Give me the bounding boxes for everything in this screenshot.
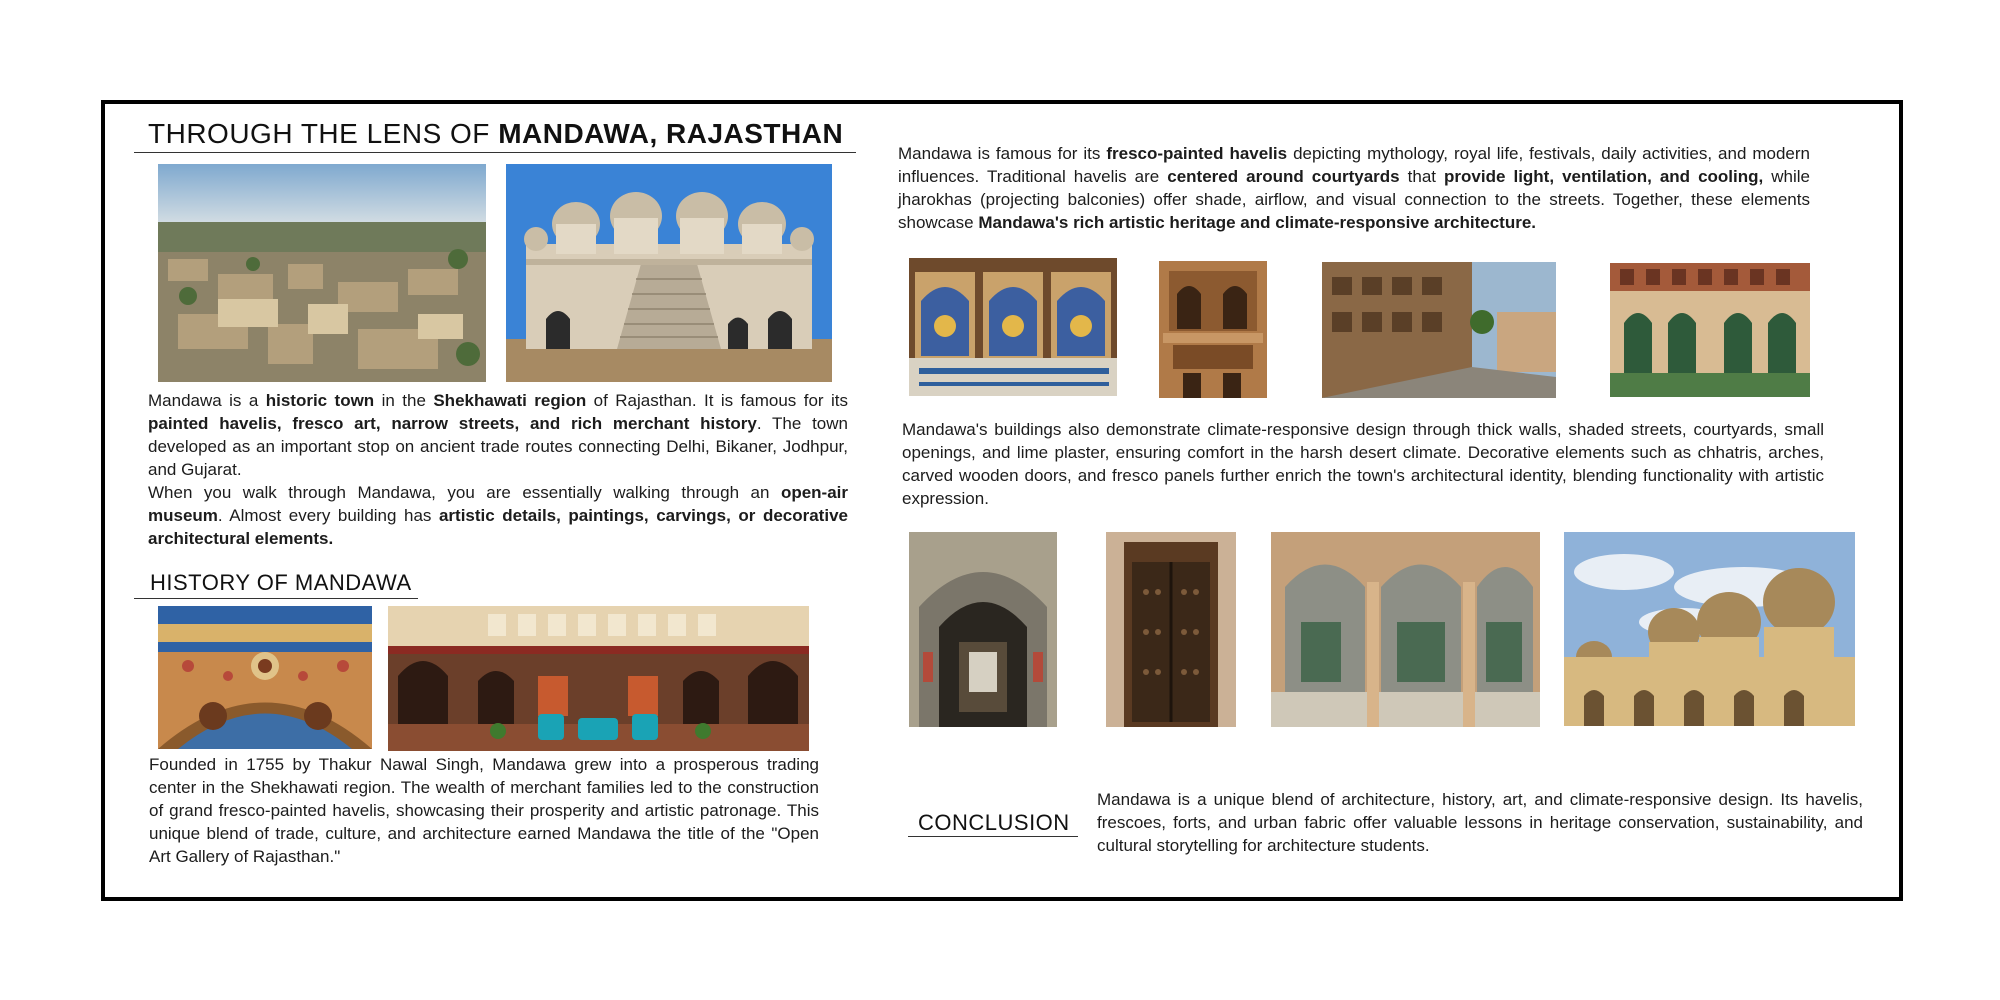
title-underline [134, 152, 856, 153]
conclusion-paragraph [1097, 788, 1863, 857]
emphasis-text: fresco-painted havelis [1106, 144, 1288, 163]
body-text: Mandawa is famous for its [898, 144, 1107, 163]
emphasis-text: open-air museum [148, 483, 848, 525]
emphasis-text: Shekhawati region [433, 391, 587, 410]
body-text: while jharokhas (projecting balconies) offer shade, airflow, and visual connection to the streets. Together, these elements showcase [898, 167, 1810, 232]
body-text: Mandawa is a unique blend of architecture, history, art, and climate-responsive design. Its havelis, frescoes, forts, and urban fabric offer valuable lessons in heritage conservation, sustainability, and cultural storytelling for architecture students. [1097, 790, 1863, 855]
body-text: in the [374, 391, 434, 410]
photo-wooden-door [1106, 532, 1236, 727]
intro-paragraph-1 [148, 389, 848, 481]
emphasis-text: artistic details, paintings, carvings, or decorative architectural elements. [148, 506, 848, 548]
emphasis-text: Mandawa's rich artistic heritage and climate-responsive architecture. [978, 213, 1537, 232]
title-emphasis: MANDAWA, RAJASTHAN [498, 118, 844, 149]
history-heading-underline [134, 598, 418, 599]
photo-painted-ceiling [158, 606, 372, 749]
poster-title [148, 118, 843, 150]
photo-aerial-town [158, 164, 486, 382]
body-text: . Almost every building has [217, 506, 439, 525]
history-heading: HISTORY OF MANDAWA [150, 570, 412, 595]
photo-street-havelis [1322, 262, 1556, 398]
photo-chhatri-domes [1564, 532, 1855, 726]
history-paragraph [149, 753, 819, 868]
title-prefix: THROUGH THE LENS OF [148, 118, 499, 149]
photo-arched-courtyard [1271, 532, 1540, 727]
havelis-paragraph [898, 142, 1810, 234]
emphasis-text: painted havelis, fresco art, narrow streets, and rich merchant history [148, 414, 757, 433]
emphasis-text: provide light, ventilation, and cooling, [1444, 167, 1764, 186]
body-text: that [1399, 167, 1445, 186]
emphasis-text: centered around courtyards [1167, 167, 1400, 186]
body-text: Mandawa is a [148, 391, 266, 410]
emphasis-text: historic town [265, 391, 375, 410]
photo-haveli-interior [388, 606, 809, 751]
conclusion-heading-underline [908, 836, 1078, 837]
photo-fresco-panels [909, 258, 1117, 396]
conclusion-heading: CONCLUSION [918, 810, 1070, 835]
climate-paragraph [902, 418, 1824, 510]
body-text: depicting mythology, royal life, festivals, daily activities, and modern influences. Traditional havelis are [898, 144, 1811, 186]
body-text: Founded in 1755 by Thakur Nawal Singh, Mandawa grew into a prosperous trading center in the Shekhawati region. The wealth of merchant families led to the construction of grand fresco-painted havelis, showcasing their prosperity and artistic patronage. This unique blend of trade, culture, and architecture earned Mandawa the title of the "Open Art Gallery of Rajasthan." [149, 755, 819, 866]
photo-jharokha [1159, 261, 1267, 398]
intro-paragraph-2 [148, 481, 848, 550]
photo-courtyard-haveli [1610, 263, 1810, 397]
body-text: . The town developed as an important stop on ancient trade routes connecting Delhi, Bikaner, Jodhpur, and Gujarat. [148, 414, 848, 479]
photo-domed-haveli [506, 164, 832, 382]
body-text: Mandawa's buildings also demonstrate climate-responsive design through thick walls, shaded streets, courtyards, small openings, and lime plaster, ensuring comfort in the harsh desert climate. Decorative elements such as chhatris, arches, carved wooden doors, and fresco panels further enrich the town's architectural identity, blending functionality with artistic expression. [902, 420, 1824, 508]
photo-carved-doorway [909, 532, 1057, 727]
body-text: of Rajasthan. It is famous for its [586, 391, 848, 410]
body-text: When you walk through Mandawa, you are essentially walking through an [148, 483, 781, 502]
